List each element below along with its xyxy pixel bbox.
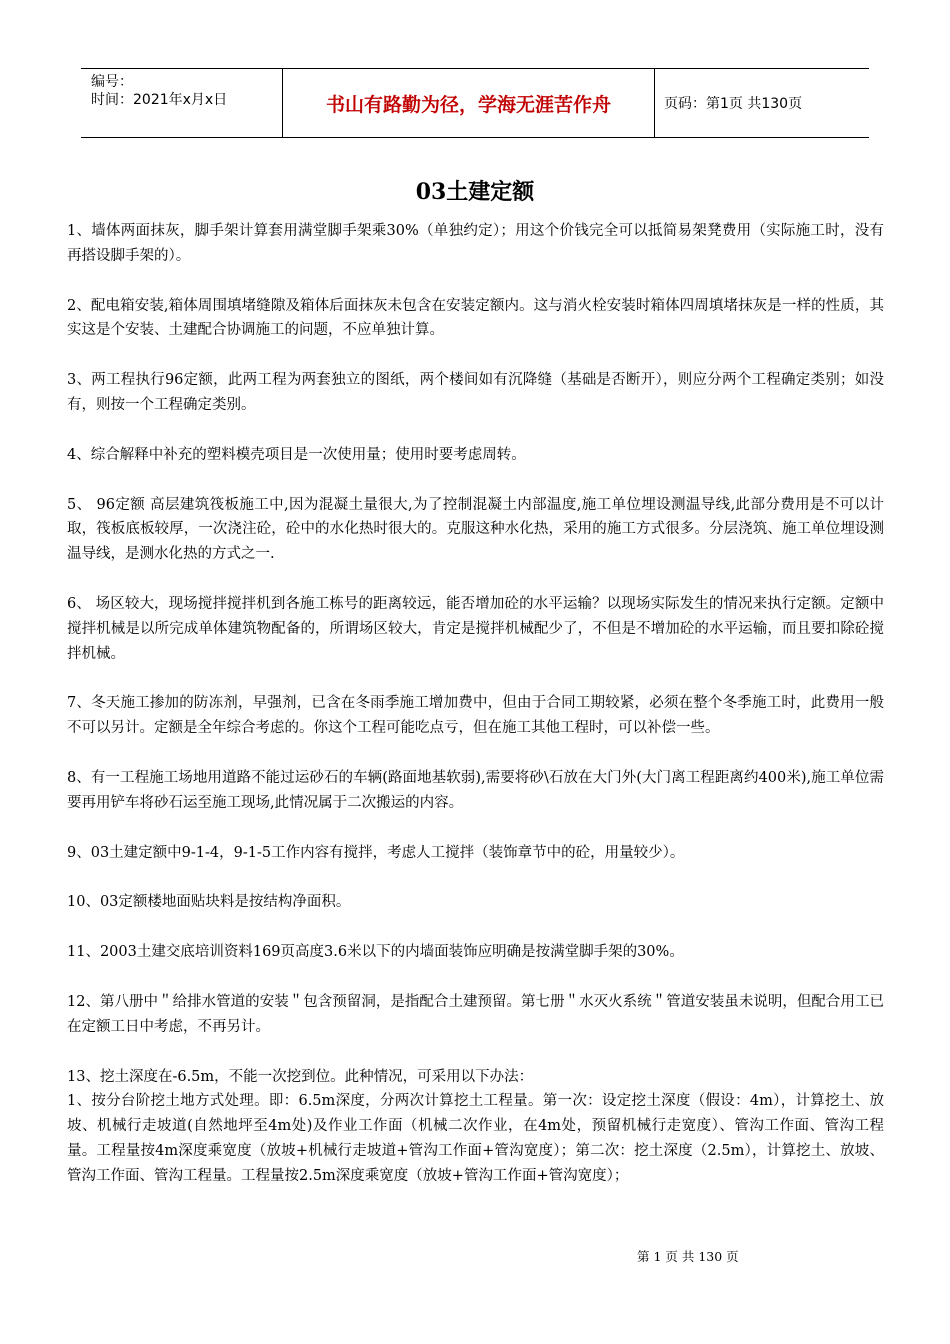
paragraph-5: 5、 96定额 高层建筑筏板施工中,因为混凝土量很大,为了控制混凝土内部温度,施工单位埋设测温导线,此部分费用是不可以计取，筏板底板较厚，一次浇注砼，砼中的水化热时很大的。克服这种水化热，采用的施工方式很多。分层浇筑、施工单位埋设测温导线，是测水化热的方式之一. bbox=[67, 496, 884, 563]
header-table bbox=[81, 68, 869, 138]
paragraph-1: 1、墙体两面抹灰，脚手架计算套用满堂脚手架乘30%（单独约定）；用这个价钱完全可以抵简易架凳费用（实际施工时，没有再搭设脚手架的）。 bbox=[67, 223, 884, 264]
header-page-label: 页码：第1页 共130页 bbox=[664, 96, 803, 112]
paragraph-9: 9、03土建定额中9-1-4，9-1-5工作内容有搅拌，考虑人工搅拌（装饰章节中的砼，用量较少）。 bbox=[67, 844, 685, 861]
paragraph-8: 8、有一工程施工场地用道路不能过运砂石的车辆(路面地基软弱),需要将砂\石放在大门外(大门离工程距离约400米),施工单位需要再用铲车将砂石运至施工现场,此情况属于二次搬运的内容。 bbox=[67, 769, 884, 811]
page-footer: 第 1 页 共 130 页 bbox=[637, 1249, 739, 1264]
paragraph-13-method-1: 1、按分台阶挖土地方式处理。即：6.5m深度，分两次计算挖土工程量。第一次：设定挖土深度（假设：4m），计算挖土、放坡、机械行走坡道(自然地坪至4m处)及作业工作面（机械二次作业，在4m处，预留机械行走宽度）、管沟工作面、管沟工程量。工程量按4m深度乘宽度（放坡+机械行走坡道+管沟工作面+管沟宽度）；第二次：挖土深度（2.5m），计算挖土、放坡、管沟工作面、管沟工程量。工程量按2.5m深度乘宽度（放坡+管沟工作面+管沟宽度）； bbox=[67, 1093, 884, 1184]
paragraph-11: 11、2003土建交底培训资料169页高度3.6米以下的内墙面装饰应明确是按满堂脚手架的30%。 bbox=[67, 944, 684, 961]
document-title: 03土建定额 bbox=[415, 179, 535, 205]
paragraph-12: 12、第八册中＂给排水管道的安装＂包含预留洞，是指配合土建预留。第七册＂水灭火系统＂管道安装虽未说明，但配合用工已在定额工日中考虑，不再另计。 bbox=[67, 993, 884, 1035]
paragraph-10: 10、03定额楼地面贴块料是按结构净面积。 bbox=[67, 894, 351, 911]
paragraph-6: 6、 场区较大，现场搅拌搅拌机到各施工栋号的距离较远，能否增加砼的水平运输？以现场实际发生的情况来执行定额。定额中搅拌机械是以所完成单体建筑物配备的，所谓场区较大，肯定是搅拌机械配少了，不但是不增加砼的水平运输，而且要扣除砼搅拌机械。 bbox=[67, 595, 884, 662]
paragraph-3: 3、两工程执行96定额，此两工程为两套独立的图纸，两个楼间如有沉降缝（基础是否断开），则应分两个工程确定类别；如没有，则按一个工程确定类别。 bbox=[67, 372, 884, 413]
header-motto: 书山有路勤为径，学海无涯苦作舟 bbox=[282, 69, 655, 137]
document-body bbox=[67, 219, 884, 1189]
header-info-cell bbox=[81, 69, 282, 137]
paragraph-2: 2、配电箱安装,箱体周围填堵缝隙及箱体后面抹灰未包含在安装定额内。这与消火栓安装时箱体四周填堵抹灰是一样的性质，其实这是个安装、土建配合协调施工的问题，不应单独计算。 bbox=[67, 297, 884, 339]
date-label: 时间：2021年x月x日 bbox=[91, 92, 228, 108]
paragraph-13: 13、挖土深度在-6.5m，不能一次挖到位。此种情况，可采用以下办法： bbox=[67, 1068, 534, 1085]
paragraph-4: 4、综合解释中补充的塑料模壳项目是一次使用量；使用时要考虑周转。 bbox=[67, 446, 526, 463]
number-label: 编号： bbox=[91, 74, 133, 90]
paragraph-7: 7、冬天施工掺加的防冻剂，早强剂，已含在冬雨季施工增加费中，但由于合同工期较紧，必须在整个冬季施工时，此费用一般不可以另计。定额是全年综合考虑的。你这个工程可能吃点亏，但在施工其他工程时，可以补偿一些。 bbox=[67, 695, 884, 737]
